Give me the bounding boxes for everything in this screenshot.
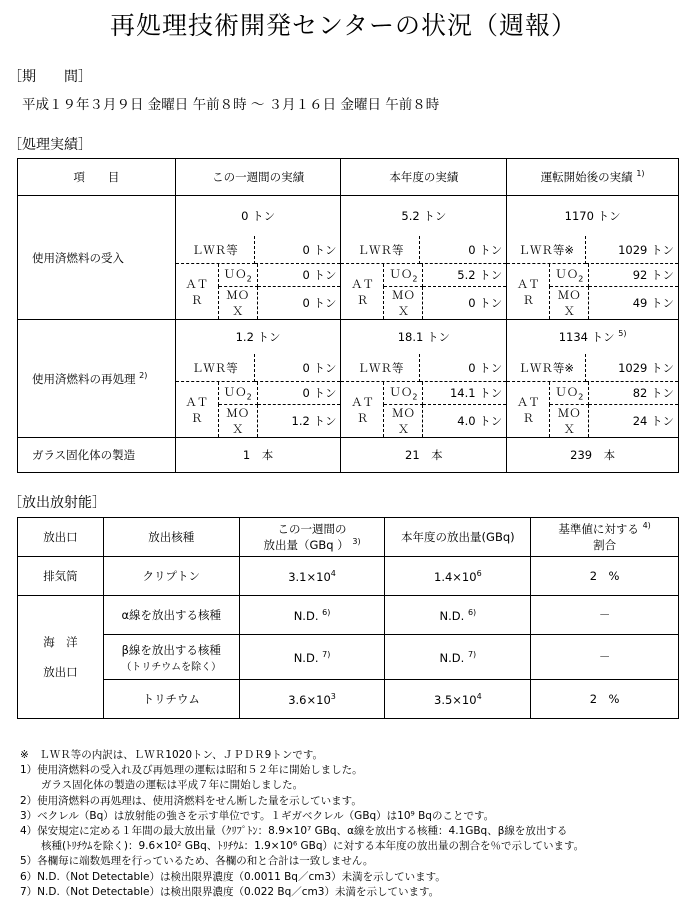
reprocess-year-breakdown: ＬＷＲ等 0 トン	[341, 354, 507, 382]
receipt-week-total: 0 トン	[175, 196, 341, 237]
alpha-week: N.D. $^{6)}$	[239, 596, 385, 635]
alpha-year: N.D. $^{6)}$	[385, 596, 531, 635]
footnotes	[20, 748, 584, 900]
receipt-year-total: 5.2 トン	[341, 196, 507, 237]
note: ※ ＬＷＲ等の内訳は、ＬＷＲ1020トン、ＪＰＤＲ9トンです。	[20, 749, 324, 761]
tritium-ratio: 2 %	[531, 680, 679, 719]
beta-label: β線を放出する核種 （トリチウムを除く）	[103, 635, 239, 680]
reprocess-year-total: 18.1 トン	[341, 320, 507, 355]
note: 2）使用済燃料の再処理は、使用済燃料をせん断した量を示しています。	[20, 794, 362, 807]
receipt-all-total: 1170 トン	[507, 196, 679, 237]
col-week: この一週間の実績	[175, 159, 341, 196]
note: 1）使用済燃料の受入れ及び再処理の運転は昭和５２年に開始しました。	[20, 764, 363, 777]
beta-ratio: －	[531, 635, 679, 680]
reprocess-label: 使用済燃料の再処理 $^{2)}$	[18, 320, 176, 438]
krypton-week: $3.1\times 10^4$	[239, 557, 385, 596]
krypton-label: クリプトン	[103, 557, 239, 596]
note: ガラス固化体の製造の運転は平成７年に開始しました。	[20, 779, 304, 792]
period-text: 平成１９年３月９日 金曜日 午前８時 ～ ３月１６日 金曜日 午前８時	[22, 97, 440, 113]
note: 核種(ﾄﾘﾁｳﾑを除く)：9.6×10² GBq、ﾄﾘﾁｳﾑ：1.9×10⁶ GBq）に対する本年度の放出量の割合を％で示しています。	[20, 840, 585, 853]
beta-week: N.D. $^{7)}$	[239, 635, 385, 680]
glass-all: 239 本	[507, 438, 679, 473]
col-nuclide: 放出核種	[103, 518, 239, 557]
period-header: ［期 間］	[8, 69, 92, 85]
release-header: ［放出放射能］	[8, 495, 106, 511]
note: 6）N.D.（Not Detectable）は検出限界濃度（0.0011 Bq／cm3）未満を示しています。	[20, 870, 446, 883]
col-total: 運転開始後の実績 $^{1)}$	[507, 159, 679, 196]
receipt-week-atr: ＡＴＲ ＵＯ$_2$ 0 トン ＭＯＸ 0 トン	[175, 264, 341, 320]
glass-year: 21 本	[341, 438, 507, 473]
krypton-year: $1.4\times 10^6$	[385, 557, 531, 596]
reprocess-year-atr: ＡＴＲ ＵＯ$_2$ 14.1 トン ＭＯＸ 4.0 トン	[341, 382, 507, 438]
reprocess-week-atr: ＡＴＲ ＵＯ$_2$ 0 トン ＭＯＸ 1.2 トン	[175, 382, 341, 438]
reprocess-week-total: 1.2 トン	[175, 320, 341, 355]
tritium-year: $3.5\times 10^4$	[385, 680, 531, 719]
glass-week: 1 本	[175, 438, 341, 473]
alpha-label: α線を放出する核種	[103, 596, 239, 635]
beta-year: N.D. $^{7)}$	[385, 635, 531, 680]
receipt-year-atr: ＡＴＲ ＵＯ$_2$ 5.2 トン ＭＯＸ 0 トン	[341, 264, 507, 320]
receipt-year-breakdown: ＬＷＲ等 0 トン	[341, 236, 507, 264]
alpha-ratio: －	[531, 596, 679, 635]
col-week-release: この一週間の 放出量（GBq ） $^{3)}$	[239, 518, 385, 557]
reprocess-all-breakdown: ＬＷＲ等※ 1029 トン	[507, 354, 679, 382]
receipt-label: 使用済燃料の受入	[18, 196, 176, 320]
note: 4）保安規定に定める１年間の最大放出量（ｸﾘﾌﾟﾄﾝ：8.9×10⁷ GBq、α線を放出する核種：4.1GBq、β線を放出する	[20, 825, 568, 838]
col-year: 本年度の実績	[341, 159, 507, 196]
note: 7）N.D.（Not Detectable）は検出限界濃度（0.022 Bq／cm3）未満を示しています。	[20, 885, 440, 898]
tritium-label: トリチウム	[103, 680, 239, 719]
ocean-point: 海 洋 放出口	[18, 596, 104, 719]
col-year-release: 本年度の放出量(GBq)	[385, 518, 531, 557]
col-point: 放出口	[18, 518, 104, 557]
exhaust-point: 排気筒	[18, 557, 104, 596]
receipt-week-breakdown: ＬＷＲ等 0 トン	[175, 236, 341, 264]
note: 5）各欄毎に端数処理を行っているため、各欄の和と合計は一致しません。	[20, 855, 374, 868]
release-table	[17, 517, 679, 719]
processing-table	[17, 158, 679, 473]
col-item: 項 目	[18, 159, 176, 196]
glass-label: ガラス固化体の製造	[18, 438, 176, 473]
receipt-all-breakdown: ＬＷＲ等※ 1029 トン	[507, 236, 679, 264]
reprocess-all-total: 1134 トン $^{5)}$	[507, 320, 679, 355]
col-ratio: 基準値に対する $^{4)}$ 割合	[531, 518, 679, 557]
note: 3）ベクレル（Bq）は放射能の強さを示す単位です。１ギガベクレル（GBq）は10⁹ Bqのことです。	[20, 809, 495, 822]
tritium-week: $3.6\times 10^3$	[239, 680, 385, 719]
processing-header: ［処理実績］	[8, 137, 92, 153]
reprocess-week-breakdown: ＬＷＲ等 0 トン	[175, 354, 341, 382]
krypton-ratio: 2 %	[531, 557, 679, 596]
page-title: 再処理技術開発センターの状況（週報）	[109, 11, 577, 40]
receipt-all-atr: ＡＴＲ ＵＯ$_2$ 92 トン ＭＯＸ 49 トン	[507, 264, 679, 320]
reprocess-all-atr: ＡＴＲ ＵＯ$_2$ 82 トン ＭＯＸ 24 トン	[507, 382, 679, 438]
